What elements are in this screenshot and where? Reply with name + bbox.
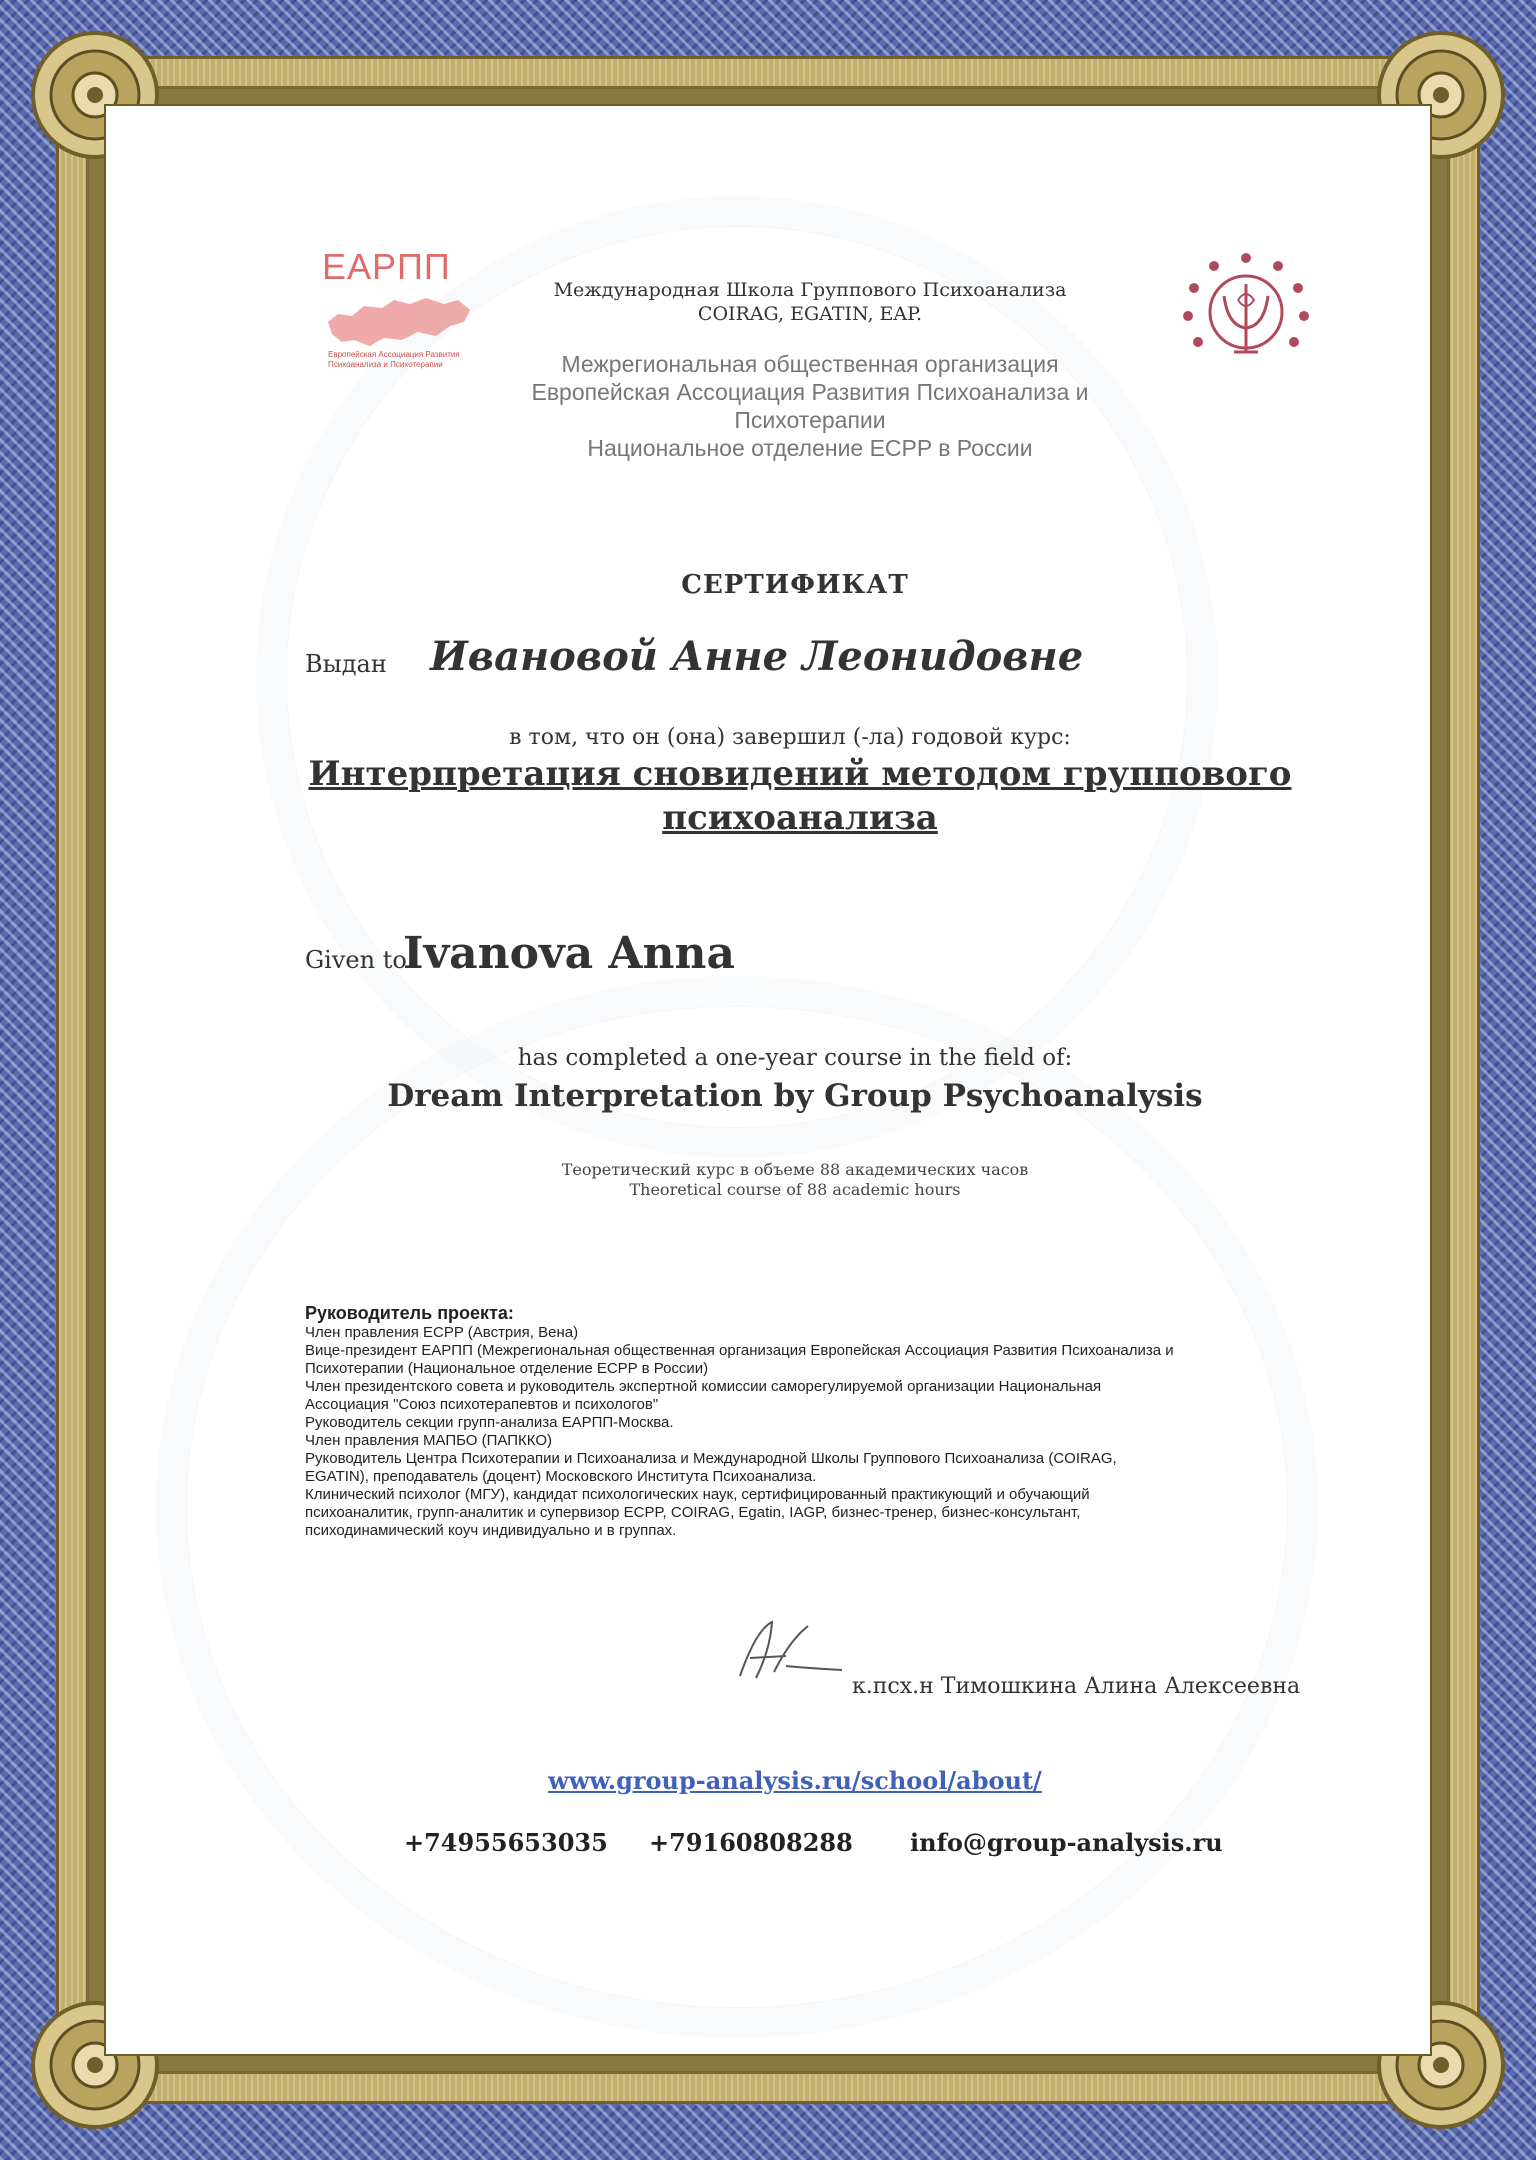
- course-title-ru-line-2: психоанализа: [662, 798, 938, 838]
- school-name: Международная Школа Группового Психоанализа: [553, 279, 1067, 301]
- completion-statement-en: has completed a one-year course in the field of:: [517, 1045, 1073, 1071]
- bio-line: психоаналитик, групп-аналитик и супервизор ЕСPP, COIRAG, Egatin, IAGP, бизнес-тренер, бизнес-консультант,: [305, 1504, 1081, 1521]
- course-hours-ru: Теоретический курс в объеме 88 академических часов: [561, 1160, 1029, 1179]
- bio-line: Член правления МАПБО (ПАПККО): [305, 1432, 553, 1449]
- course-hours: [0, 1160, 1536, 1200]
- bio-heading: Руководитель проекта:: [305, 1303, 514, 1323]
- org-line-3: Психотерапии: [734, 407, 886, 433]
- org-line-1: Межрегиональная общественная организация: [561, 351, 1059, 377]
- course-title-ru: [300, 752, 1300, 840]
- phone-2[interactable]: +79160808288: [649, 1828, 853, 1857]
- course-title-en: Dream Interpretation by Group Psychoanalysis: [387, 1078, 1203, 1114]
- given-label: Given to: [305, 946, 407, 974]
- organization-header: [480, 350, 1140, 462]
- russia-map-icon: [324, 292, 474, 350]
- bio-line: психодинамический коуч индивидуально и в группах.: [305, 1522, 677, 1539]
- contacts-row: [0, 1828, 1536, 1862]
- school-affiliations: COIRAG, EGATIN, EAP.: [697, 303, 923, 325]
- earpp-logo-title: ЕАРПП: [322, 246, 451, 287]
- school-header: [480, 278, 1140, 326]
- project-lead-bio: [305, 1302, 1305, 1540]
- course-hours-en: Theoretical course of 88 academic hours: [629, 1180, 961, 1199]
- issued-name-ru: Ивановой Анне Леонидовне: [430, 633, 1084, 680]
- earpp-logo: [318, 246, 468, 376]
- course-title-ru-line-1: Интерпретация сновидений методом группового: [308, 754, 1292, 794]
- completion-statement-ru: в том, что он (она) завершил (-ла) годовой курс:: [509, 725, 1071, 750]
- org-line-4: Национальное отделение ЕСPP в России: [587, 435, 1033, 461]
- bio-line: Член президентского совета и руководитель экспертной комиссии саморегулируемой организации Национальная: [305, 1378, 1102, 1395]
- issued-label: Выдан: [305, 650, 387, 678]
- bio-line: Руководитель секции групп-анализа ЕАРПП-Москва.: [305, 1414, 674, 1431]
- handwritten-signature-icon: [726, 1610, 846, 1690]
- email-link[interactable]: info@group-analysis.ru: [910, 1828, 1223, 1857]
- bio-line: Клинический психолог (МГУ), кандидат психологических наук, сертифицированный практикующий и обучающий: [305, 1486, 1090, 1503]
- phone-1[interactable]: +74955653035: [404, 1828, 608, 1857]
- org-line-2: Европейская Ассоциация Развития Психоанализа и: [531, 379, 1089, 405]
- bio-line: Психотерапии (Национальное отделение ЕСPP в России): [305, 1360, 709, 1377]
- bio-line: Член правления ЕСPP (Австрия, Вена): [305, 1324, 579, 1341]
- bio-line: Вице-президент ЕАРПП (Межрегиональная общественная организация Европейская Ассоциация Развития Психоанализа и: [305, 1342, 1174, 1359]
- signatory-name: к.псх.н Тимошкина Алина Алексеевна: [852, 1674, 1301, 1699]
- bio-line: EGATIN), преподаватель (доцент) Московского Института Психоанализа.: [305, 1468, 817, 1485]
- psi-sun-emblem-icon: [1176, 248, 1316, 368]
- bio-line: Ассоциация "Союз психотерапевтов и психологов": [305, 1396, 659, 1413]
- given-name-en: Ivanova Anna: [403, 928, 736, 979]
- school-website-link[interactable]: www.group-analysis.ru/school/about/: [548, 1766, 1042, 1795]
- earpp-logo-caption: Европейская Ассоциация Развития Психоанализа и Психотерапии: [328, 350, 460, 369]
- bio-line: Руководитель Центра Психотерапии и Психоанализа и Международной Школы Группового Психоанализа (COIRAG,: [305, 1450, 1117, 1467]
- certificate-title: СЕРТИФИКАТ: [681, 570, 909, 600]
